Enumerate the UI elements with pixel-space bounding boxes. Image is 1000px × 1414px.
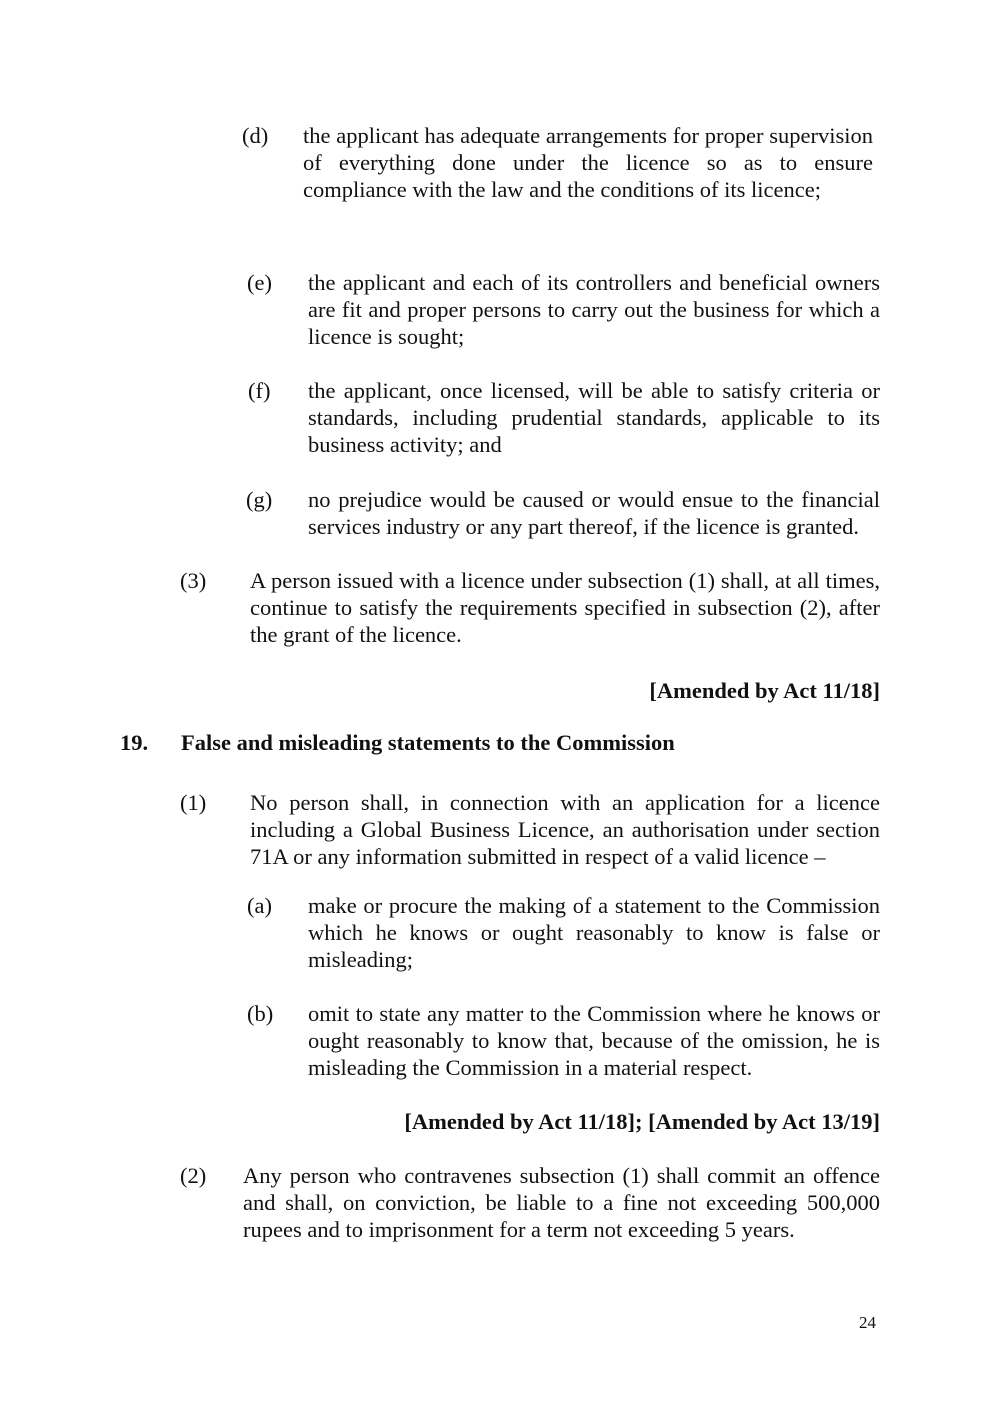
item-label-d: (d) (242, 123, 269, 148)
item-label-g: (g) (246, 487, 273, 512)
item-text-g: no prejudice would be caused or would ensue to the financial services industry or any part thereof, if the licence is granted. (308, 487, 880, 539)
subsection-label-1: (1) (180, 790, 207, 815)
amendment-note: [Amended by Act 11/18] (649, 678, 880, 703)
item-text-f: the applicant, once licensed, will be able to satisfy criteria or standards, including prudential standards, applicable to its business activity; and (308, 378, 880, 457)
item-label-b: (b) (247, 1001, 274, 1026)
item-text-d: the applicant has adequate arrangements for proper supervision of everything done under the licence so as to ensure compliance with the law and the conditions of its licence; (303, 123, 873, 202)
section-title: False and misleading statements to the Commission (181, 730, 675, 755)
subsection-text-1: No person shall, in connection with an application for a licence including a Global Business Licence, an authorisation under section 71A or any information submitted in respect of a valid licence – (250, 790, 880, 869)
section-number: 19. (120, 730, 149, 755)
item-text-e: the applicant and each of its controllers and beneficial owners are fit and proper persons to carry out the business for which a licence is sought; (308, 270, 880, 349)
item-text-b: omit to state any matter to the Commission where he knows or ought reasonably to know that, because of the omission, he is misleading the Commission in a material respect. (308, 1001, 880, 1080)
amendment-note: [Amended by Act 11/18]; [Amended by Act 13/19] (404, 1109, 880, 1134)
subsection-label-2: (2) (180, 1163, 207, 1188)
page-number: 24 (859, 1313, 876, 1332)
item-label-a: (a) (247, 893, 272, 918)
item-label-f: (f) (248, 378, 271, 403)
item-text-a: make or procure the making of a statement to the Commission which he knows or ought reasonably to know is false or misleading; (308, 893, 880, 972)
subsection-label-3: (3) (180, 568, 207, 593)
subsection-text-2: Any person who contravenes subsection (1) shall commit an offence and shall, on conviction, be liable to a fine not exceeding 500,000 rupees and to imprisonment for a term not exceeding 5 years. (243, 1163, 880, 1242)
item-label-e: (e) (247, 270, 272, 295)
subsection-text-3: A person issued with a licence under subsection (1) shall, at all times, continue to satisfy the requirements specified in subsection (2), after the grant of the licence. (250, 568, 880, 647)
